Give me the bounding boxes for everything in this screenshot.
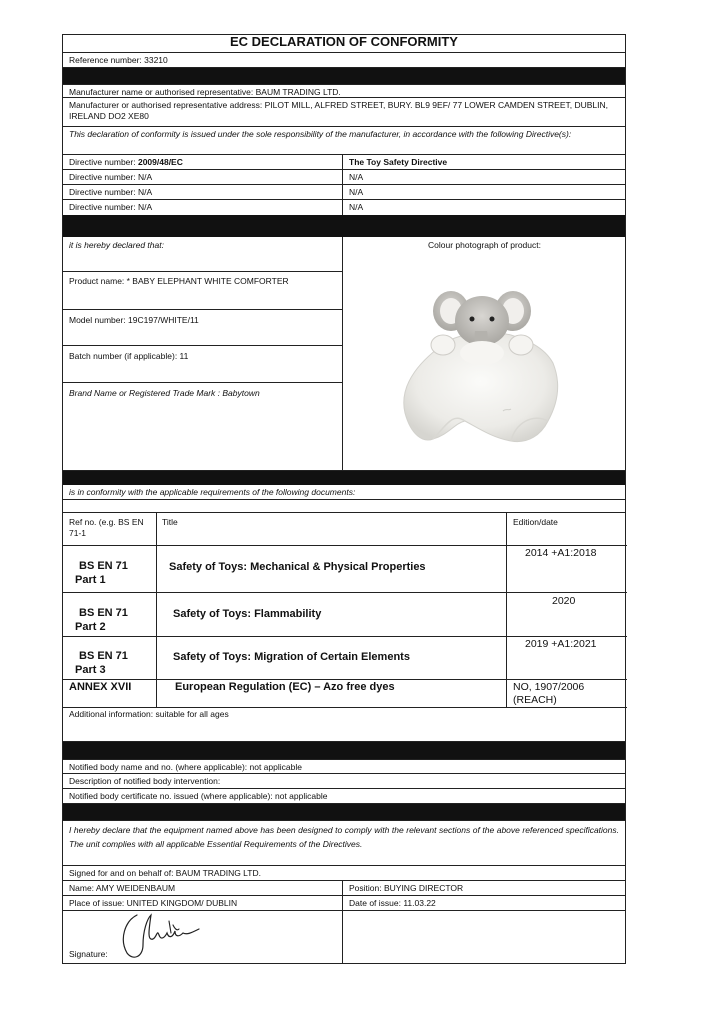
signature-label: Signature: bbox=[69, 949, 108, 959]
standard-part: Part 3 bbox=[75, 664, 106, 676]
standard-part: Part 2 bbox=[75, 621, 106, 633]
black-separator bbox=[63, 742, 625, 759]
declared-label: it is hereby declared that: bbox=[69, 240, 164, 250]
spacer-row bbox=[63, 500, 625, 513]
standard-ref: BS EN 71 bbox=[79, 560, 128, 572]
signatory-name: Name: AMY WEIDENBAUM bbox=[69, 883, 176, 893]
declaration-statement: I hereby declare that the equipment named above has been designed to comply with the relevant sections of the above referenced specifications. The unit complies with all applicable Essential Requirements of the Directives. bbox=[63, 820, 625, 866]
directive-label: Directive number: bbox=[69, 157, 138, 167]
model-number: Model number: 19C197/WHITE/11 bbox=[69, 315, 199, 325]
responsibility-statement: This declaration of conformity is issued under the sole responsibility of the manufacturer, in accordance with the following Directive(s): bbox=[63, 127, 625, 155]
product-name: Product name: * BABY ELEPHANT WHITE COMFORTER bbox=[69, 276, 289, 286]
standard-title: Safety of Toys: Flammability bbox=[173, 608, 322, 620]
manufacturer-address: Manufacturer or authorised representative address: PILOT MILL, ALFRED STREET, BURY. BL9 9EF/ 77 LOWER CAMDEN STREET, DUBLIN, IRELAND DO2 XE80 bbox=[63, 98, 625, 127]
reference-number: Reference number: 33210 bbox=[63, 53, 625, 68]
directive-value: N/A bbox=[137, 202, 153, 212]
standard-title: Safety of Toys: Migration of Certain Elements bbox=[173, 651, 410, 663]
photo-label: Colour photograph of product: bbox=[428, 240, 541, 250]
manufacturer-name: Manufacturer name or authorised representative: BAUM TRADING LTD. bbox=[63, 84, 625, 98]
handwritten-signature bbox=[113, 907, 213, 963]
standard-ref: ANNEX XVII bbox=[69, 681, 132, 693]
black-separator bbox=[63, 804, 625, 820]
header-ref: Ref no. (e.g. BS EN 71-1 bbox=[69, 517, 144, 538]
column-divider bbox=[342, 237, 343, 470]
black-separator bbox=[63, 68, 625, 84]
column-divider bbox=[342, 185, 343, 200]
notified-certificate: Notified body certificate no. issued (where applicable): not applicable bbox=[63, 789, 625, 804]
standard-part: Part 1 bbox=[75, 574, 106, 586]
directive-row bbox=[63, 200, 625, 215]
place-of-issue: Place of issue: UNITED KINGDOM/ DUBLIN bbox=[69, 898, 238, 908]
notified-intervention: Description of notified body intervention: bbox=[63, 774, 625, 789]
directive-name: The Toy Safety Directive bbox=[349, 157, 448, 167]
black-separator bbox=[63, 215, 625, 237]
directive-label: Directive number: bbox=[69, 202, 138, 212]
standard-ref: BS EN 71 bbox=[79, 607, 128, 619]
column-divider bbox=[342, 155, 343, 170]
directive-name: N/A bbox=[349, 202, 364, 212]
standard-edition: 2020 bbox=[552, 595, 576, 607]
directive-label: Directive number: bbox=[69, 187, 138, 197]
standard-edition: 2019 +A1:2021 bbox=[525, 638, 597, 650]
notified-body: Notified body name and no. (where applicable): not applicable bbox=[63, 759, 625, 774]
brand-name: Brand Name or Registered Trade Mark : Babytown bbox=[69, 388, 260, 398]
standard-ref: BS EN 71 bbox=[79, 650, 128, 662]
column-divider bbox=[342, 200, 343, 215]
standard-edition: 2014 +A1:2018 bbox=[525, 547, 597, 559]
batch-number: Batch number (if applicable): 11 bbox=[69, 351, 189, 361]
standard-title: Safety of Toys: Mechanical & Physical Properties bbox=[169, 561, 426, 573]
conformity-statement: is in conformity with the applicable requirements of the following documents: bbox=[63, 485, 625, 500]
product-photo bbox=[393, 263, 573, 458]
column-divider bbox=[156, 513, 157, 680]
declaration-document bbox=[62, 34, 626, 964]
header-edition: Edition/date bbox=[513, 517, 558, 527]
date-of-issue: Date of issue: 11.03.22 bbox=[349, 898, 436, 908]
black-separator bbox=[63, 470, 625, 485]
column-divider bbox=[506, 513, 507, 680]
directive-value: N/A bbox=[137, 187, 153, 197]
additional-info: Additional information: suitable for all ages bbox=[63, 707, 625, 742]
standard-edition: NO, 1907/2006 (REACH) bbox=[513, 681, 585, 706]
directive-value: N/A bbox=[137, 172, 153, 182]
signatory-position: Position: BUYING DIRECTOR bbox=[349, 883, 464, 893]
directive-name: N/A bbox=[349, 187, 364, 197]
header-title: Title bbox=[162, 517, 178, 527]
directive-row bbox=[63, 170, 625, 185]
signed-for: Signed for and on behalf of: BAUM TRADING LTD. bbox=[63, 866, 625, 881]
column-divider bbox=[342, 170, 343, 185]
document-title: EC DECLARATION OF CONFORMITY bbox=[63, 35, 625, 53]
directive-value: 2009/48/EC bbox=[137, 157, 183, 167]
name-row bbox=[63, 881, 625, 896]
directive-name: N/A bbox=[349, 172, 364, 182]
standard-title: European Regulation (EC) – Azo free dyes bbox=[175, 681, 395, 693]
directive-row bbox=[63, 185, 625, 200]
directive-label: Directive number: bbox=[69, 172, 138, 182]
directive-row bbox=[63, 155, 625, 170]
